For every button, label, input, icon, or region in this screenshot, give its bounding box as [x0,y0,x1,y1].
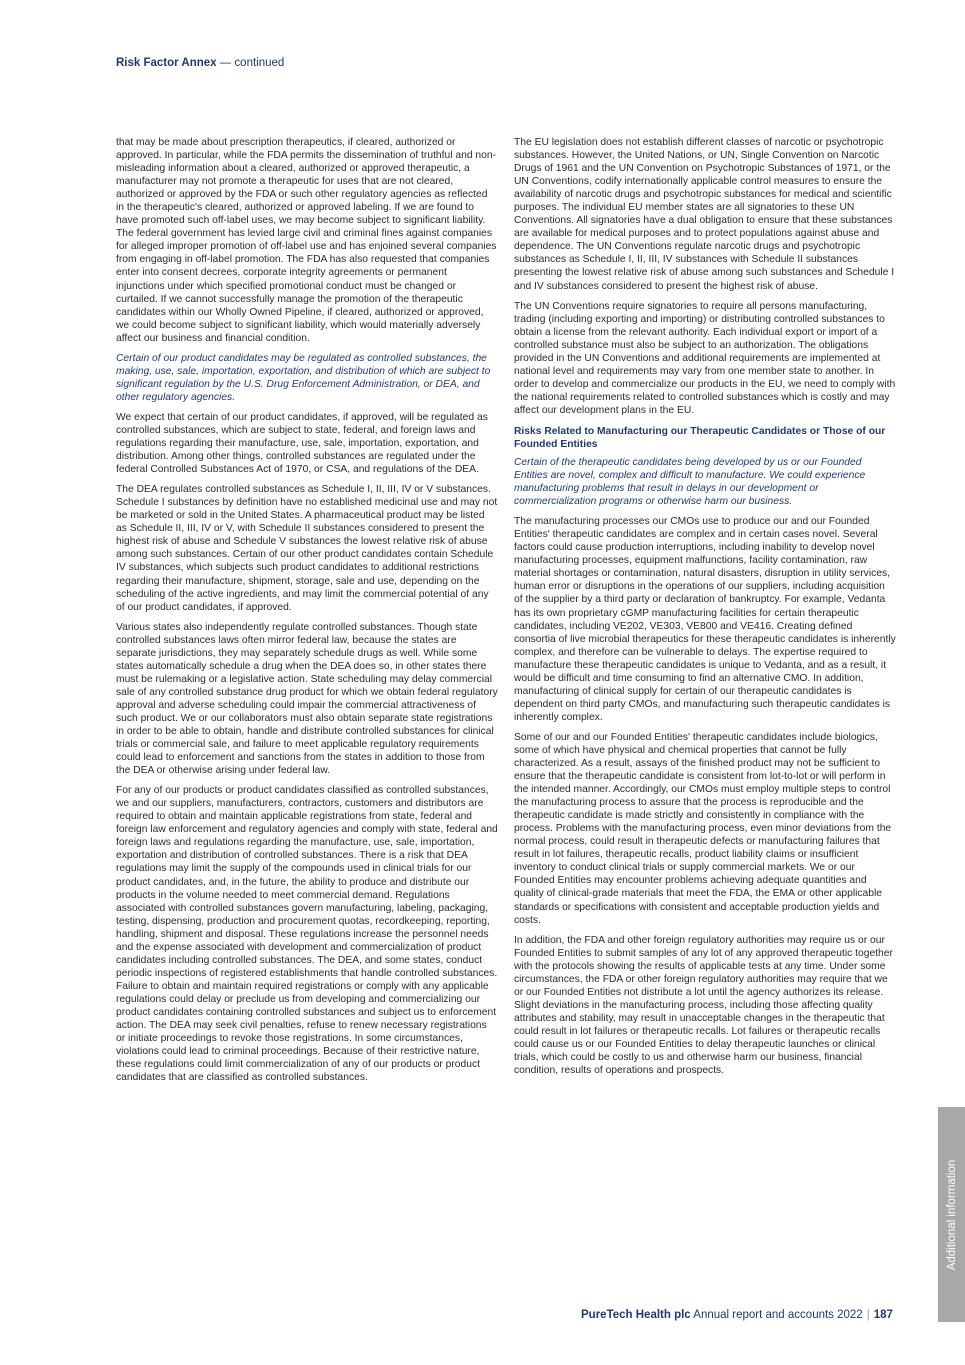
running-header [116,57,284,69]
footer-separator: | [866,1309,870,1321]
paragraph: In addition, the FDA and other foreign regulatory authorities may require us or our Founded Entities to submit samples of any lot of any approved therapeutic together with the protocols showing the results of applicable tests at any time. Under some circumstances, the FDA or other foreign regulatory authorities may require that we or our Founded Entities not distribute a lot until the agency authorizes its release. Slight deviations in the manufacturing process, including those affecting quality attributes and stability, may result in unacceptable changes in the therapeutic that could result in lot failures or therapeutic recalls. Lot failures or therapeutic recalls could cause us or our Founded Entities to delay therapeutic launches or clinical trials, which could be costly to us and otherwise harm our business, financial condition, results of operations and prospects. [514,934,893,1077]
paragraph: The UN Conventions require signatories to require all persons manufacturing, trading (including exporting and importing) or distributing controlled substances to obtain a license from the relevant authority. Each individual export or import of a controlled substance must also be subject to an authorization. The obligations provided in the UN Conventions and additional requirements are implemented at national level and requirements may vary from one member state to another. In order to develop and commercialize our products in the EU, we need to comply with the national requirements related to controlled substances which is costly and may affect our development plans in the EU. [514,300,896,416]
paragraph: We expect that certain of our product candidates, if approved, will be regulated as controlled substances, which are subject to state, federal, and foreign laws and regulations regarding their manufacture, use, sale, importation, exportation, and distribution. Among other things, controlled substances are regulated under the federal Controlled Substances Act of 1970, or CSA, and regulations of the DEA. [116,411,488,476]
company-name: PureTech Health plc [581,1309,691,1321]
paragraph: For any of our products or product candidates classified as controlled substances, we and our suppliers, manufacturers, contractors, customers and distributors are required to obtain and maintain applicable registrations from state, federal and foreign law enforcement and regulatory agencies and comply with state, federal and foreign laws and regulations regarding the manufacture, use, sale, importation, exportation and distribution of controlled substances. There is a risk that DEA regulations may limit the supply of the compounds used in clinical trials for our product candidates, and, in the future, the ability to produce and distribute our products in the volume needed to meet commercial demand. Regulations associated with controlled substances govern manufacturing, labeling, packaging, testing, dispensing, production and procurement quotas, recordkeeping, reporting, handling, shipment and disposal. These regulations increase the personnel needs and the expense associated with development and commercialization of product candidates including controlled substances. The DEA, and some states, conduct periodic inspections of registered establishments that handle controlled substances. Failure to obtain and maintain required registrations or comply with any applicable regulations could delay or preclude us from developing and commercializing our product candidates containing controlled substances and subject us to enforcement action. The DEA may seek civil penalties, refuse to renew necessary registrations or initiate proceedings to revoke those registrations. In some circumstances, violations could lead to criminal proceedings. Because of their restrictive nature, these regulations could limit commercialization of any of our products or product candidates that are classified as controlled substances. [116,785,498,1084]
paragraph: The EU legislation does not establish different classes of narcotic or psychotropic substances. However, the United Nations, or UN, Single Convention on Narcotic Drugs of 1961 and the UN Convention on Psychotropic Substances of 1971, or the UN Conventions, codify internationally applicable control measures to ensure the availability of narcotic drugs and psychotropic substances for medical and scientific purposes. The individual EU member states are all signatories to these UN Conventions. All signatories have a dual obligation to ensure that these substances are available for medical purposes and to protect populations against abuse and dependence. The UN Conventions regulate narcotic drugs and psychotropic substances as Schedule I, II, III, IV substances with Schedule II substances presenting the lowest relative risk of abuse among such substances and Schedule I and IV substances considered to present the highest risk of abuse. [514,137,895,292]
paragraph: Some of our and our Founded Entities' therapeutic candidates include biologics, some of which have physical and chemical properties that cannot be fully characterized. As a result, assays of the finished product may not be sufficient to ensure that the therapeutic candidate is consistent from lot-to-lot or will perform in the intended manner. Accordingly, our CMOs must employ multiple steps to control the manufacturing process to assure that the process is reproducible and the therapeutic candidate is made strictly and consistently in compliance with the process. Problems with the manufacturing process, even minor deviations from the normal process, could result in therapeutic defects or manufacturing failures that result in lot failures, therapeutic recalls, product liability claims or insufficient inventory to conduct clinical trials or supply commercial markets. We or our Founded Entities may encounter problems achieving adequate quantities and quality of clinical-grade materials that meet the FDA, the EMA or other applicable standards or specifications with consistent and acceptable production yields and costs. [514,731,892,926]
section-continued: — continued [216,57,285,69]
side-tab-label: Additional information [945,1159,958,1270]
report-title: Annual report and accounts 2022 [690,1309,863,1321]
section-heading: Risks Related to Manufacturing our Therapeutic Candidates or Those of our Founded Entities [514,425,886,450]
section-title: Risk Factor Annex [116,57,217,69]
paragraph: Various states also independently regulate controlled substances. Though state controlled substances laws often mirror federal law, because the states are separate jurisdictions, they may separately schedule drugs as well. While some states automatically schedule a drug when the DEA does so, in other states there must be rulemaking or a legislative action. State scheduling may delay commercial sale of any controlled substance drug product for which we obtain federal regulatory approval and adverse scheduling could impair the commercial attractiveness of such product. We or our collaborators must also obtain separate state registrations in order to be able to obtain, handle and distribute controlled substances for clinical trials or commercial sale, and failure to meet applicable regulatory requirements could lead to enforcement and sanctions from the states in addition to those from the DEA or otherwise arising under federal law. [116,621,498,777]
page-footer [581,1309,893,1321]
risk-subheading: Certain of our product candidates may be regulated as controlled substances, the making, use, sale, importation, exportation, and distribution of which are subject to significant regulation by the U.S. Drug Enforcement Administration, or DEA, and other regulatory agencies. [116,352,491,403]
page-number: 187 [873,1309,893,1321]
risk-subheading: Certain of the therapeutic candidates being developed by us or our Founded Entities are novel, complex and difficult to manufacture. We could experience manufacturing problems that result in delays in our development or commercialization programs or otherwise harm our business. [514,456,866,508]
paragraph: The manufacturing processes our CMOs use to produce our and our Founded Entities' therapeutic candidates are complex and in certain cases novel. Several factors could cause production interruptions, including inability to develop novel manufacturing processes, equipment malfunctions, facility contamination, raw material shortages or contamination, natural disasters, disruption in utility services, human error or disruptions in the operations of our suppliers, including acquisition of the supplier by a third party or declaration of bankruptcy. For example, Vedanta has its own proprietary cGMP manufacturing facilities for certain therapeutic candidates, including VE202, VE303, VE800 and VE416. Creating defined consortia of live microbial therapeutics for these therapeutic candidates is inherently complex, and therefore can be vulnerable to delays. The expertise required to manufacture these therapeutic candidates is unique to Vedanta, and as a result, it would be difficult and time consuming to find an alternative CMO. In addition, manufacturing of clinical supply for certain of our therapeutic candidates is dependent on third party CMOs, and manufacturing such therapeutic candidates is inherently complex. [514,516,896,723]
left-column [116,136,498,1091]
side-section-tab[interactable] [938,1107,965,1322]
paragraph: The DEA regulates controlled substances as Schedule I, II, III, IV or V substances. Schedule I substances by definition have no established medicinal use and may not be marketed or sold in the United States. A pharmaceutical product may be listed as Schedule II, III, IV or V, with Schedule II substances considered to present the highest risk of abuse and Schedule V substances the lowest relative risk of abuse among such substances. Certain of our other product candidates contain Schedule IV substances, which subjects such product candidates to additional restrictions regarding their manufacture, shipment, storage, sale and use, depending on the scheduling of the active ingredients, and may limit the commercial potential of any of our product candidates, if approved. [116,484,498,613]
paragraph: that may be made about prescription therapeutics, if cleared, authorized or approved. In particular, while the FDA permits the dissemination of truthful and non-misleading information about a cleared, authorized or approved therapeutic, a manufacturer may not promote a therapeutic for uses that are not cleared, authorized or approved by the FDA or such other regulatory agencies as reflected in the therapeutic's cleared, authorized or approved labeling. If we are found to have promoted such off-label uses, we may become subject to significant liability. The federal government has levied large civil and criminal fines against companies for alleged improper promotion of off-label use and has enjoined several companies from engaging in off-label promotion. The FDA has also requested that companies enter into consent decrees, corporate integrity agreements or permanent injunctions under which specified promotional conduct must be changed or curtailed. If we cannot successfully manage the promotion of the therapeutic candidates within our Wholly Owned Pipeline, if cleared, authorized or approved, we could become subject to significant liability, which would materially adversely affect our business and financial condition. [116,137,497,344]
right-column [514,136,896,1084]
